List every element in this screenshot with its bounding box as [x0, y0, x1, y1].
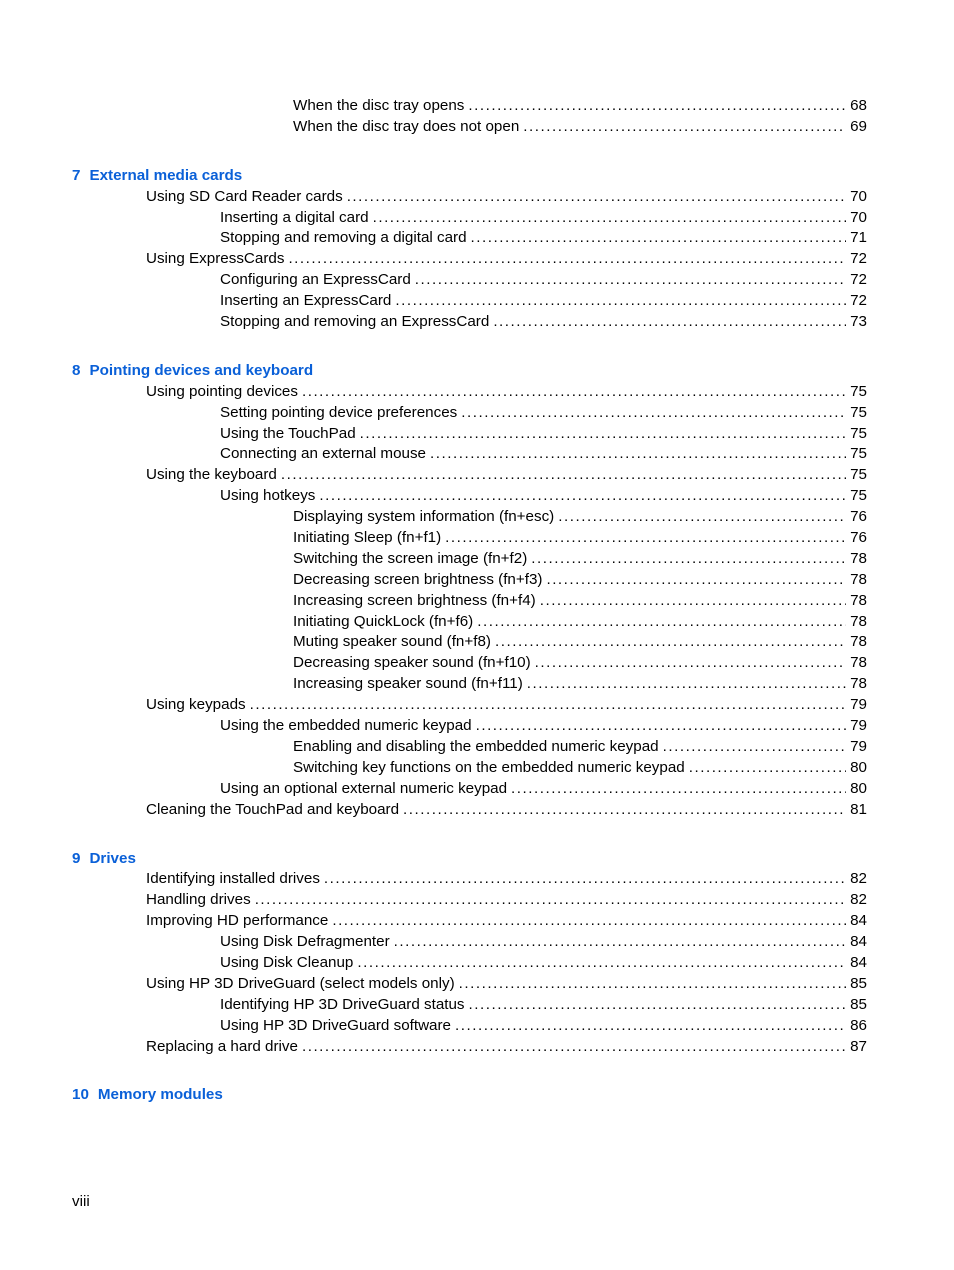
toc-entry[interactable]	[0, 270, 954, 291]
toc-entry-row	[220, 403, 867, 424]
toc-entry-title: Using an optional external numeric keypad	[220, 779, 508, 797]
toc-entry[interactable]	[0, 228, 954, 249]
toc-entry-page: 81	[850, 800, 867, 818]
toc-entry-page: 73	[850, 313, 867, 331]
toc-entry-title: Using HP 3D DriveGuard (select models only)	[146, 974, 455, 992]
dot-leader	[476, 716, 847, 737]
toc-entry-row	[146, 974, 867, 995]
toc-entry-page: 82	[850, 891, 867, 909]
toc-entry-title: Muting speaker sound (fn+f8)	[293, 633, 491, 651]
toc-entry[interactable]	[0, 403, 954, 424]
toc-entry-page: 78	[850, 570, 867, 588]
toc-entry-page: 76	[850, 508, 867, 526]
toc-entry-row	[220, 291, 867, 312]
toc-entry[interactable]	[0, 312, 954, 333]
toc-entry-title: Cleaning the TouchPad and keyboard	[146, 800, 400, 818]
toc-entry-title: Using hotkeys	[220, 487, 316, 505]
toc-entry-title: Using pointing devices	[146, 382, 298, 400]
toc-entry-page: 80	[850, 758, 867, 776]
toc-entry-page: 79	[850, 737, 867, 755]
toc-entry-row	[146, 382, 867, 403]
toc-entry-title: Enabling and disabling the embedded numeric keypad	[293, 737, 659, 755]
toc-entry[interactable]	[0, 528, 954, 549]
dot-leader	[332, 911, 846, 932]
toc-entry-title: Switching key functions on the embedded numeric keypad	[293, 758, 685, 776]
toc-entry-page: 87	[850, 1037, 867, 1055]
toc-entry-page: 70	[850, 208, 867, 226]
toc-entry[interactable]	[0, 890, 954, 911]
toc-entry-row	[220, 1016, 867, 1037]
toc-entry-title: Replacing a hard drive	[146, 1037, 298, 1055]
dot-leader	[459, 974, 846, 995]
toc-entry-title: Initiating Sleep (fn+f1)	[293, 529, 442, 547]
dot-leader	[511, 779, 846, 800]
toc-entry-title: Improving HD performance	[146, 912, 329, 930]
toc-entry[interactable]	[0, 758, 954, 779]
page-number: viii	[72, 1193, 90, 1210]
dot-leader	[689, 758, 846, 779]
chapter-title: Drives	[89, 849, 136, 867]
dot-leader	[471, 228, 847, 249]
toc-entry[interactable]	[0, 117, 954, 138]
dot-leader	[531, 549, 846, 570]
toc-entry[interactable]	[0, 570, 954, 591]
chapter-heading[interactable]	[0, 1085, 954, 1106]
table-of-contents	[0, 96, 954, 1106]
toc-entry[interactable]	[0, 486, 954, 507]
toc-entry-title: Displaying system information (fn+esc)	[293, 508, 555, 526]
toc-entry[interactable]	[0, 465, 954, 486]
toc-entry-page: 75	[850, 466, 867, 484]
toc-entry[interactable]	[0, 695, 954, 716]
toc-entry-row	[146, 465, 867, 486]
toc-entry-page: 82	[850, 870, 867, 888]
chapter-number: 7	[72, 166, 81, 184]
dot-leader	[558, 507, 846, 528]
toc-entry-title: Switching the screen image (fn+f2)	[293, 549, 528, 567]
toc-entry-row	[293, 570, 867, 591]
toc-entry-page: 78	[850, 591, 867, 609]
dot-leader	[281, 465, 846, 486]
toc-entry-page: 72	[850, 250, 867, 268]
toc-entry-title: Connecting an external mouse	[220, 445, 427, 463]
toc-entry-title: Using Disk Cleanup	[220, 953, 354, 971]
toc-entry[interactable]	[0, 800, 954, 821]
toc-entry[interactable]	[0, 674, 954, 695]
toc-entry-title: Decreasing screen brightness (fn+f3)	[293, 570, 543, 588]
dot-leader	[468, 96, 846, 117]
toc-entry-page: 75	[850, 445, 867, 463]
toc-entry[interactable]	[0, 549, 954, 570]
toc-entry-row	[293, 507, 867, 528]
chapter-number: 9	[72, 849, 81, 867]
chapter-title: Memory modules	[97, 1086, 223, 1104]
dot-leader	[415, 270, 846, 291]
toc-entry-page: 68	[850, 97, 867, 114]
chapter-title: External media cards	[89, 166, 243, 184]
toc-entry-row	[220, 424, 867, 445]
toc-entry-row	[146, 800, 867, 821]
toc-entry-title: Stopping and removing an ExpressCard	[220, 313, 490, 331]
toc-entry-page: 84	[850, 933, 867, 951]
dot-leader	[403, 800, 846, 821]
toc-entry-title: Initiating QuickLock (fn+f6)	[293, 612, 474, 630]
dot-leader	[324, 869, 846, 890]
toc-entry-row	[220, 779, 867, 800]
dot-leader	[461, 403, 846, 424]
toc-entry-page: 72	[850, 292, 867, 310]
dot-leader	[302, 382, 846, 403]
dot-leader	[469, 995, 847, 1016]
toc-entry[interactable]	[0, 612, 954, 633]
dot-leader	[255, 890, 846, 911]
toc-entry-page: 85	[850, 995, 867, 1013]
toc-entry-title: Stopping and removing a digital card	[220, 229, 467, 247]
toc-entry-row	[293, 674, 867, 695]
toc-entry[interactable]	[0, 1037, 954, 1058]
toc-entry-title: Using SD Card Reader cards	[146, 187, 343, 205]
toc-entry-row	[220, 486, 867, 507]
dot-leader	[302, 1037, 846, 1058]
toc-entry-row	[220, 932, 867, 953]
toc-entry[interactable]	[0, 382, 954, 403]
toc-entry-page: 78	[850, 654, 867, 672]
toc-entry-row	[293, 737, 867, 758]
chapter-heading[interactable]	[0, 166, 954, 187]
dot-leader	[493, 312, 846, 333]
toc-entry-title: Using the embedded numeric keypad	[220, 717, 472, 735]
toc-entry-page: 75	[850, 382, 867, 400]
toc-entry-row	[146, 249, 867, 270]
toc-entry[interactable]	[0, 1016, 954, 1037]
chapter-heading[interactable]	[0, 361, 954, 382]
toc-entry-row	[146, 869, 867, 890]
toc-entry-page: 70	[850, 187, 867, 205]
toc-entry-page: 75	[850, 424, 867, 442]
toc-entry-row	[220, 953, 867, 974]
toc-entry[interactable]	[0, 208, 954, 229]
toc-entry-title: When the disc tray does not open	[293, 117, 520, 135]
toc-entry[interactable]	[0, 932, 954, 953]
chapter-title: Pointing devices and keyboard	[89, 361, 314, 379]
toc-entry-title: Using the keyboard	[146, 466, 277, 484]
chapter-number: 8	[72, 361, 81, 379]
toc-entry[interactable]	[0, 869, 954, 890]
toc-entry[interactable]	[0, 953, 954, 974]
toc-entry-page: 79	[850, 717, 867, 735]
toc-entry-title: Setting pointing device preferences	[220, 403, 458, 421]
toc-entry-title: Handling drives	[146, 891, 251, 909]
toc-entry-title: Using Disk Defragmenter	[220, 933, 390, 951]
dot-leader	[540, 591, 846, 612]
toc-entry[interactable]	[0, 187, 954, 208]
toc-entry[interactable]	[0, 444, 954, 465]
toc-entry-title: Inserting a digital card	[220, 208, 369, 226]
toc-entry-page: 75	[850, 403, 867, 421]
toc-entry-page: 84	[850, 953, 867, 971]
dot-leader	[477, 612, 846, 633]
toc-entry[interactable]	[0, 779, 954, 800]
dot-leader	[395, 291, 846, 312]
dot-leader	[445, 528, 846, 549]
toc-entry[interactable]	[0, 591, 954, 612]
toc-entry-title: Using keypads	[146, 696, 246, 714]
toc-entry-row	[293, 117, 867, 138]
dot-leader	[663, 737, 846, 758]
toc-entry[interactable]	[0, 653, 954, 674]
toc-entry-row	[146, 695, 867, 716]
toc-entry-page: 76	[850, 529, 867, 547]
dot-leader	[495, 632, 846, 653]
dot-leader	[360, 424, 846, 445]
toc-entry-page: 78	[850, 675, 867, 693]
dot-leader	[288, 249, 846, 270]
toc-entry-row	[146, 911, 867, 932]
toc-entry-row	[146, 890, 867, 911]
toc-entry-page: 75	[850, 487, 867, 505]
toc-entry-page: 69	[850, 117, 867, 135]
toc-entry-title: Using ExpressCards	[146, 250, 285, 268]
toc-entry-row	[293, 96, 867, 117]
dot-leader	[535, 653, 846, 674]
dot-leader	[523, 117, 846, 138]
toc-entry[interactable]	[0, 911, 954, 932]
toc-entry-title: Identifying HP 3D DriveGuard status	[220, 995, 465, 1013]
toc-entry-row	[293, 591, 867, 612]
toc-entry[interactable]	[0, 995, 954, 1016]
toc-entry[interactable]	[0, 96, 954, 117]
toc-entry-page: 79	[850, 696, 867, 714]
dot-leader	[394, 932, 846, 953]
toc-entry-title: Increasing speaker sound (fn+f11)	[293, 675, 523, 693]
toc-entry[interactable]	[0, 291, 954, 312]
toc-entry-title: When the disc tray opens	[293, 97, 465, 114]
toc-entry-row	[220, 228, 867, 249]
toc-entry-title: Configuring an ExpressCard	[220, 271, 411, 289]
toc-entry-row	[293, 528, 867, 549]
toc-entry-row	[220, 312, 867, 333]
chapter-heading[interactable]	[0, 849, 954, 870]
toc-entry-row	[220, 444, 867, 465]
toc-entry-row	[220, 716, 867, 737]
toc-entry-title: Identifying installed drives	[146, 870, 320, 888]
toc-entry-row	[293, 612, 867, 633]
dot-leader	[373, 208, 847, 229]
dot-leader	[527, 674, 846, 695]
toc-entry[interactable]	[0, 974, 954, 995]
toc-entry-page: 86	[850, 1016, 867, 1034]
toc-entry-title: Decreasing speaker sound (fn+f10)	[293, 654, 531, 672]
toc-entry-page: 85	[850, 974, 867, 992]
toc-entry-row	[146, 187, 867, 208]
toc-entry-row	[220, 270, 867, 291]
toc-entry-title: Inserting an ExpressCard	[220, 292, 392, 310]
toc-entry-page: 78	[850, 612, 867, 630]
toc-entry-row	[293, 758, 867, 779]
toc-entry-row	[293, 653, 867, 674]
toc-entry-row	[293, 549, 867, 570]
toc-entry-row	[220, 995, 867, 1016]
toc-entry[interactable]	[0, 249, 954, 270]
dot-leader	[455, 1016, 846, 1037]
toc-entry[interactable]	[0, 507, 954, 528]
dot-leader	[430, 444, 846, 465]
toc-entry[interactable]	[0, 737, 954, 758]
chapter-number: 10	[72, 1086, 89, 1104]
toc-entry-row	[146, 1037, 867, 1058]
dot-leader	[347, 187, 846, 208]
toc-entry-page: 78	[850, 549, 867, 567]
toc-entry-page: 78	[850, 633, 867, 651]
toc-entry-title: Using the TouchPad	[220, 424, 356, 442]
dot-leader	[250, 695, 846, 716]
dot-leader	[357, 953, 846, 974]
toc-entry-page: 72	[850, 271, 867, 289]
toc-entry-row	[220, 208, 867, 229]
toc-entry[interactable]	[0, 424, 954, 445]
toc-entry-row	[293, 632, 867, 653]
toc-entry[interactable]	[0, 716, 954, 737]
dot-leader	[319, 486, 846, 507]
dot-leader	[546, 570, 846, 591]
toc-entry-title: Increasing screen brightness (fn+f4)	[293, 591, 536, 609]
toc-entry-page: 84	[850, 912, 867, 930]
toc-entry-title: Using HP 3D DriveGuard software	[220, 1016, 451, 1034]
toc-entry[interactable]	[0, 632, 954, 653]
toc-entry-page: 80	[850, 779, 867, 797]
toc-entry-page: 71	[850, 229, 867, 247]
